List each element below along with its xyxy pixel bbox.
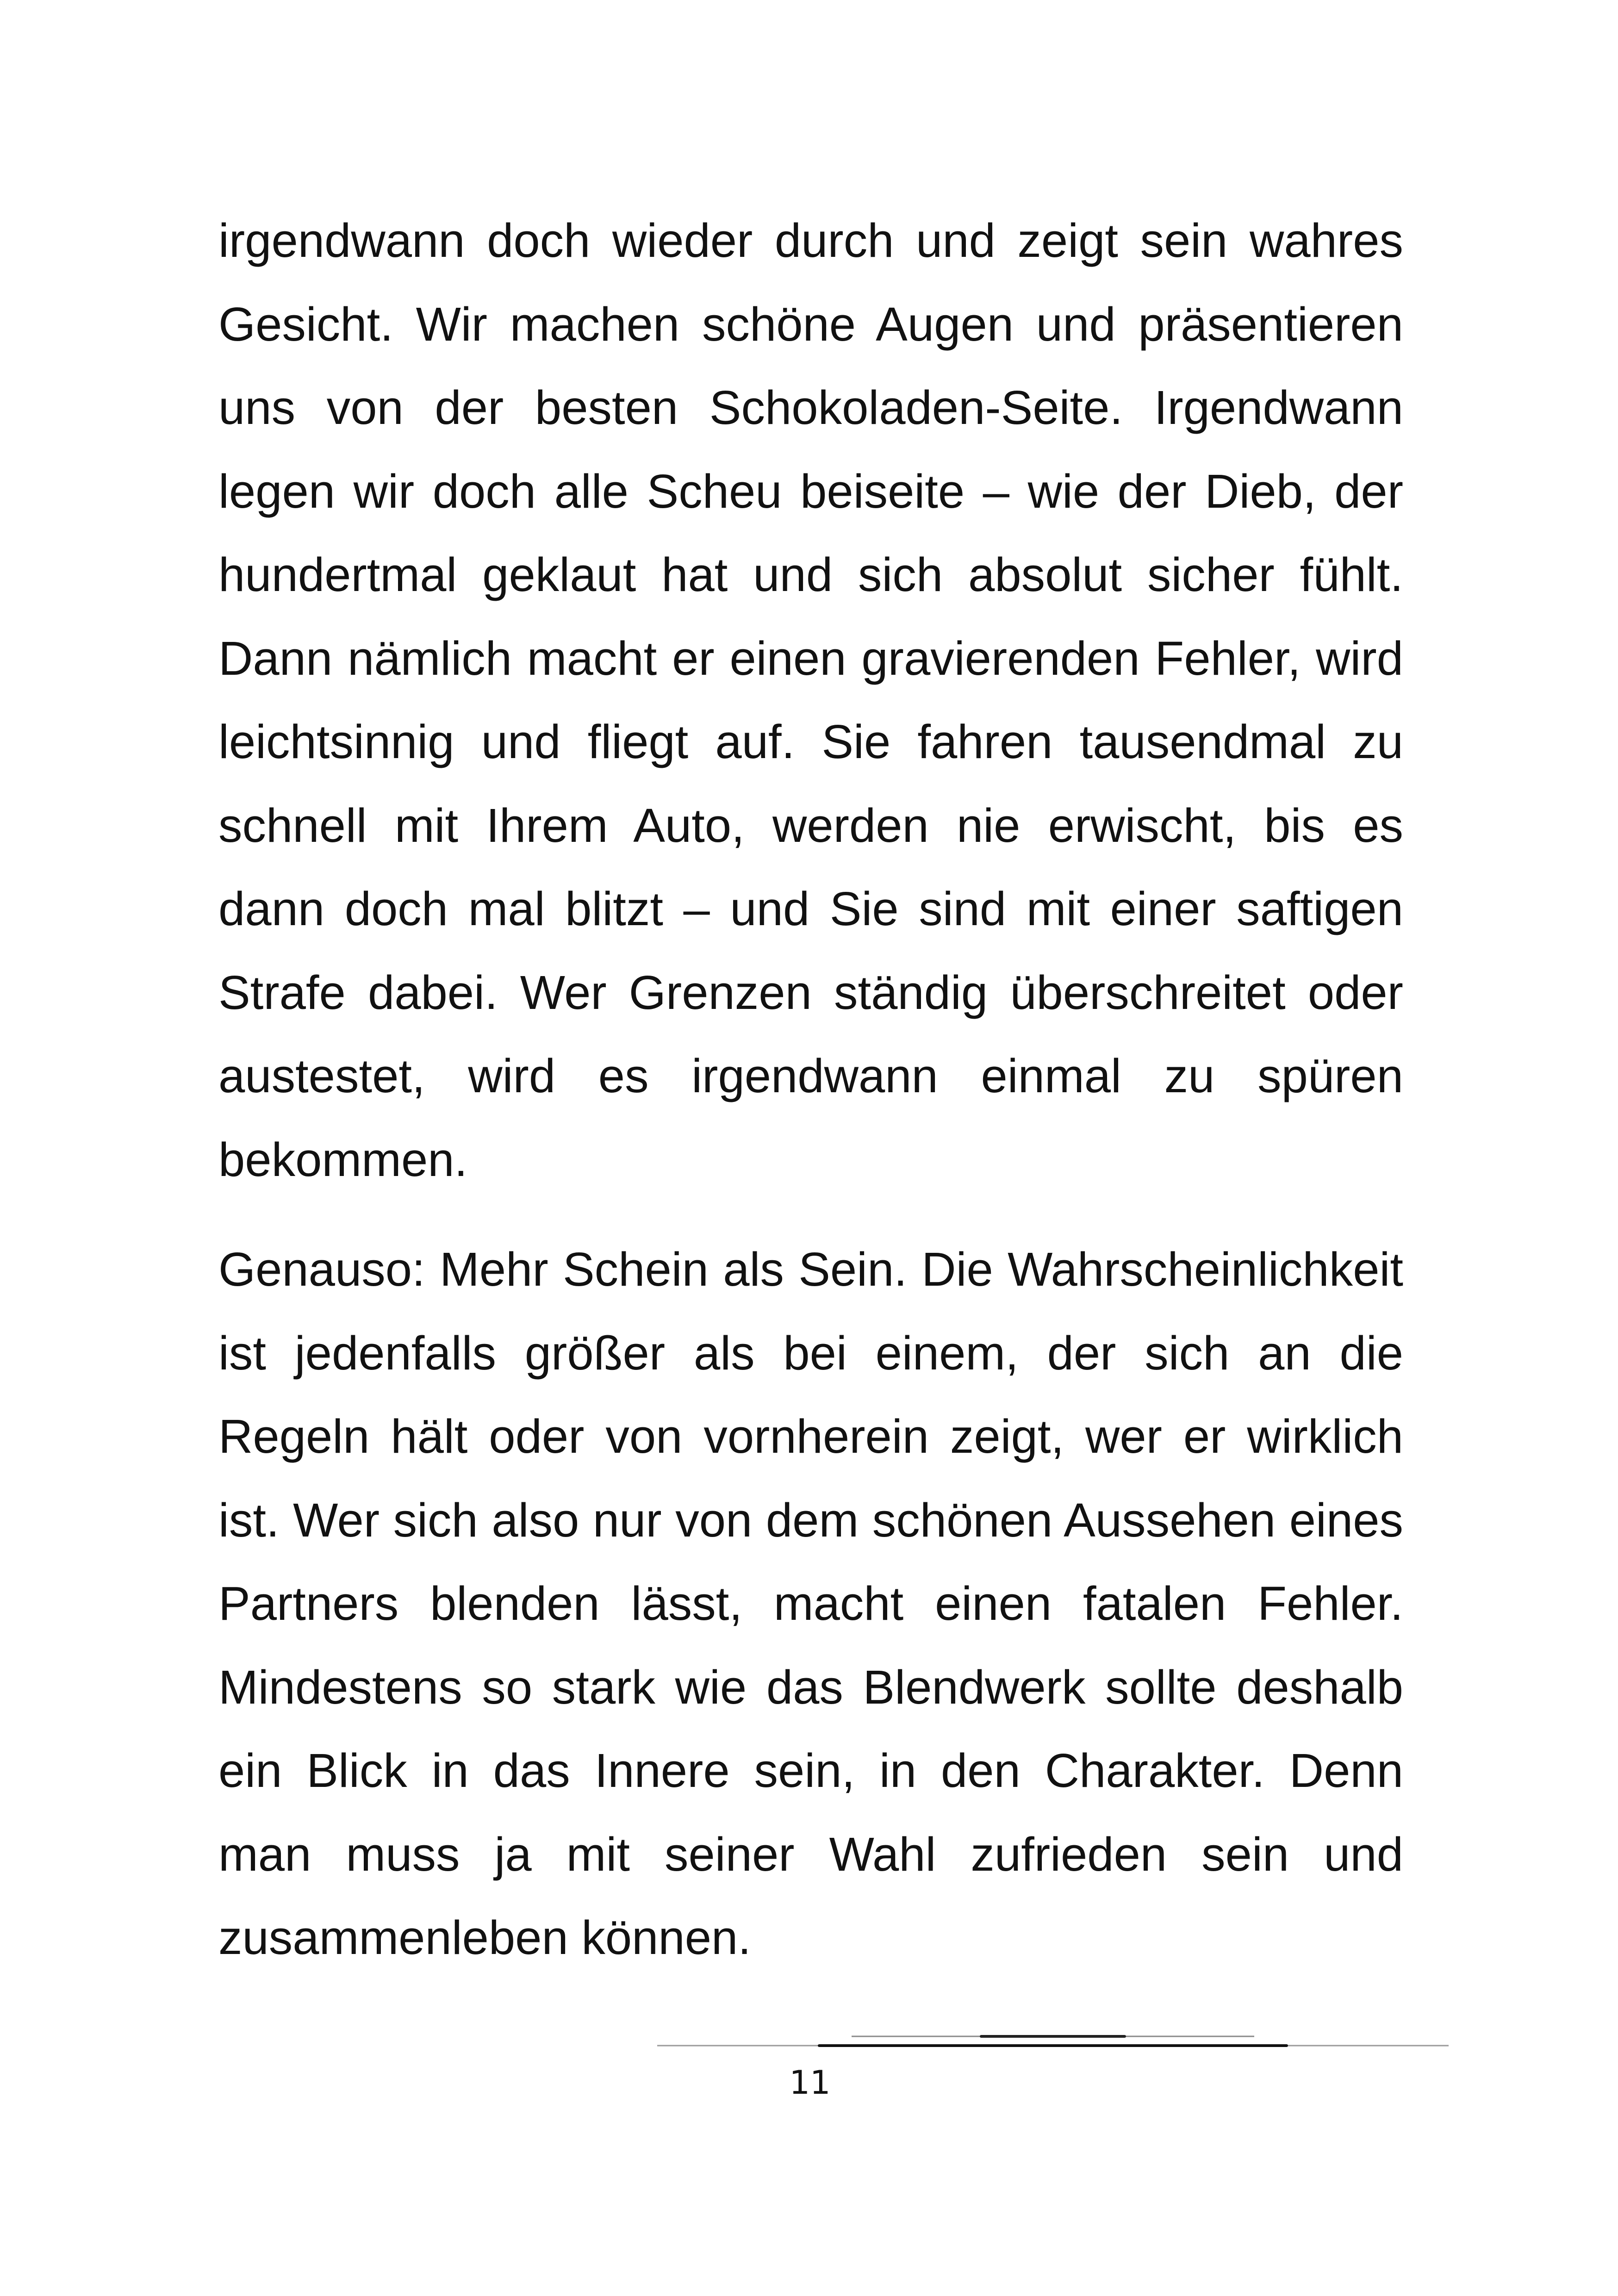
footer-ornament-rule: [657, 2032, 1449, 2050]
body-text: [218, 199, 1403, 1980]
paragraph-1: irgendwann doch wieder durch und zeigt sein wahres Gesicht. Wir machen schöne Augen und präsentieren uns von der besten Schokoladen-Seite. Irgendwann legen wir doch alle Scheu beiseite – wie der Dieb, der hundertmal geklaut hat und sich absolut sicher fühlt. Dann nämlich macht er einen gravierenden Fehler, wird leichtsinnig und fliegt auf. Sie fahren tausendmal zu schnell mit Ihrem Auto, werden nie erwischt, bis es dann doch mal blitzt – und Sie sind mit einer saftigen Strafe dabei. Wer Grenzen ständig überschreitet oder austestet, wird es irgendwann einmal zu spüren bekommen.: [218, 214, 1403, 1186]
paragraph-2: Genauso: Mehr Schein als Sein. Die Wahrscheinlichkeit ist jedenfalls größer als bei einem, der sich an die Regeln hält oder von vornherein zeigt, wer er wirklich ist. Wer sich also nur von dem schönen Aussehen eines Partners blenden lässt, macht einen fatalen Fehler. Mindestens so stark wie das Blendwerk sollte deshalb ein Blick in das Innere sein, in den Charakter. Denn man muss ja mit seiner Wahl zufrieden sein und zusammenleben können.: [218, 1243, 1403, 1964]
page-number: 11: [789, 2064, 831, 2102]
